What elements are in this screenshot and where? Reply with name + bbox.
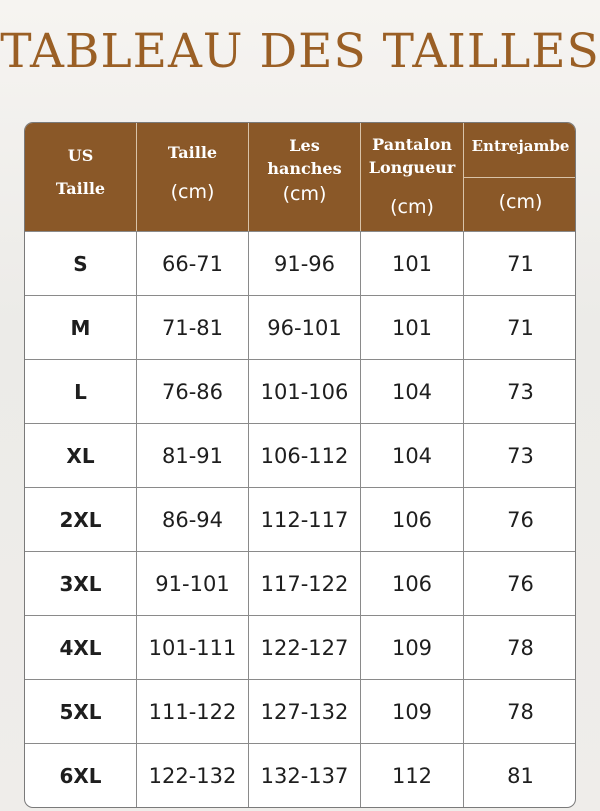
value-cell: 106 xyxy=(361,488,464,552)
value-cell: 76-86 xyxy=(137,360,249,424)
table-row xyxy=(25,679,575,743)
value-cell: 66-71 xyxy=(137,232,249,296)
value-cell: 71-81 xyxy=(137,296,249,360)
value-cell: 78 xyxy=(507,636,534,660)
header-inseam xyxy=(464,123,576,231)
value-cell: 101-106 xyxy=(249,360,361,424)
header-unit: (cm) xyxy=(282,183,327,205)
value-cell: 76 xyxy=(507,572,534,596)
table-row xyxy=(25,551,575,615)
value-cell: 71 xyxy=(507,252,534,276)
value-cell: 104 xyxy=(361,424,464,488)
value-cell: 101 xyxy=(361,232,464,296)
table-row xyxy=(25,359,575,423)
value-cell: 81 xyxy=(507,764,534,788)
value-cell: 81-91 xyxy=(137,424,249,488)
size-cell: 5XL xyxy=(25,680,137,744)
value-cell: 96-101 xyxy=(249,296,361,360)
header-label: hanches xyxy=(267,159,342,178)
header-us-size xyxy=(25,123,137,231)
value-cell: 127-132 xyxy=(249,680,361,744)
value-cell: 76 xyxy=(507,508,534,532)
value-cell: 106-112 xyxy=(249,424,361,488)
header-hips xyxy=(249,123,361,231)
table-row xyxy=(25,615,575,679)
header-unit: (cm) xyxy=(170,181,215,203)
header-label: Entrejambe xyxy=(471,137,570,155)
table-row xyxy=(25,743,575,807)
size-cell: 3XL xyxy=(25,552,137,616)
value-cell: 112-117 xyxy=(249,488,361,552)
value-cell: 78 xyxy=(507,700,534,724)
header-label: Taille xyxy=(167,143,218,162)
size-cell: XL xyxy=(25,424,137,488)
value-cell: 101 xyxy=(361,296,464,360)
value-cell: 109 xyxy=(361,616,464,680)
value-cell: 122-132 xyxy=(137,744,249,808)
header-label: Taille xyxy=(55,179,106,198)
value-cell: 111-122 xyxy=(137,680,249,744)
header-label: US xyxy=(67,146,94,165)
size-cell: M xyxy=(25,296,137,360)
size-cell: 6XL xyxy=(25,744,137,808)
header-label: Pantalon xyxy=(372,135,452,154)
header-pant-length xyxy=(361,123,464,231)
value-cell: 106 xyxy=(361,552,464,616)
size-cell: 4XL xyxy=(25,616,137,680)
value-cell: 117-122 xyxy=(249,552,361,616)
value-cell: 91-96 xyxy=(249,232,361,296)
table-row xyxy=(25,487,575,551)
value-cell: 109 xyxy=(361,680,464,744)
table-row xyxy=(25,295,575,359)
value-cell: 112 xyxy=(361,744,464,808)
table-row xyxy=(25,231,575,295)
size-table xyxy=(24,122,576,808)
value-cell: 132-137 xyxy=(249,744,361,808)
size-cell: S xyxy=(25,232,137,296)
header-waist xyxy=(137,123,249,231)
size-cell: L xyxy=(25,360,137,424)
header-label: Les xyxy=(289,136,320,155)
value-cell: 101-111 xyxy=(137,616,249,680)
value-cell: 91-101 xyxy=(137,552,249,616)
size-cell: 2XL xyxy=(25,488,137,552)
value-cell: 73 xyxy=(507,444,534,468)
page-title: TABLEAU DES TAILLES xyxy=(0,24,600,79)
value-cell: 104 xyxy=(361,360,464,424)
header-divider xyxy=(464,177,576,178)
value-cell: 122-127 xyxy=(249,616,361,680)
value-cell: 86-94 xyxy=(137,488,249,552)
table-header xyxy=(25,123,575,231)
header-unit: (cm) xyxy=(498,191,543,213)
header-unit: (cm) xyxy=(390,196,434,218)
value-cell: 71 xyxy=(507,316,534,340)
table-row xyxy=(25,423,575,487)
value-cell: 73 xyxy=(507,380,534,404)
header-label: Longueur xyxy=(368,158,456,177)
